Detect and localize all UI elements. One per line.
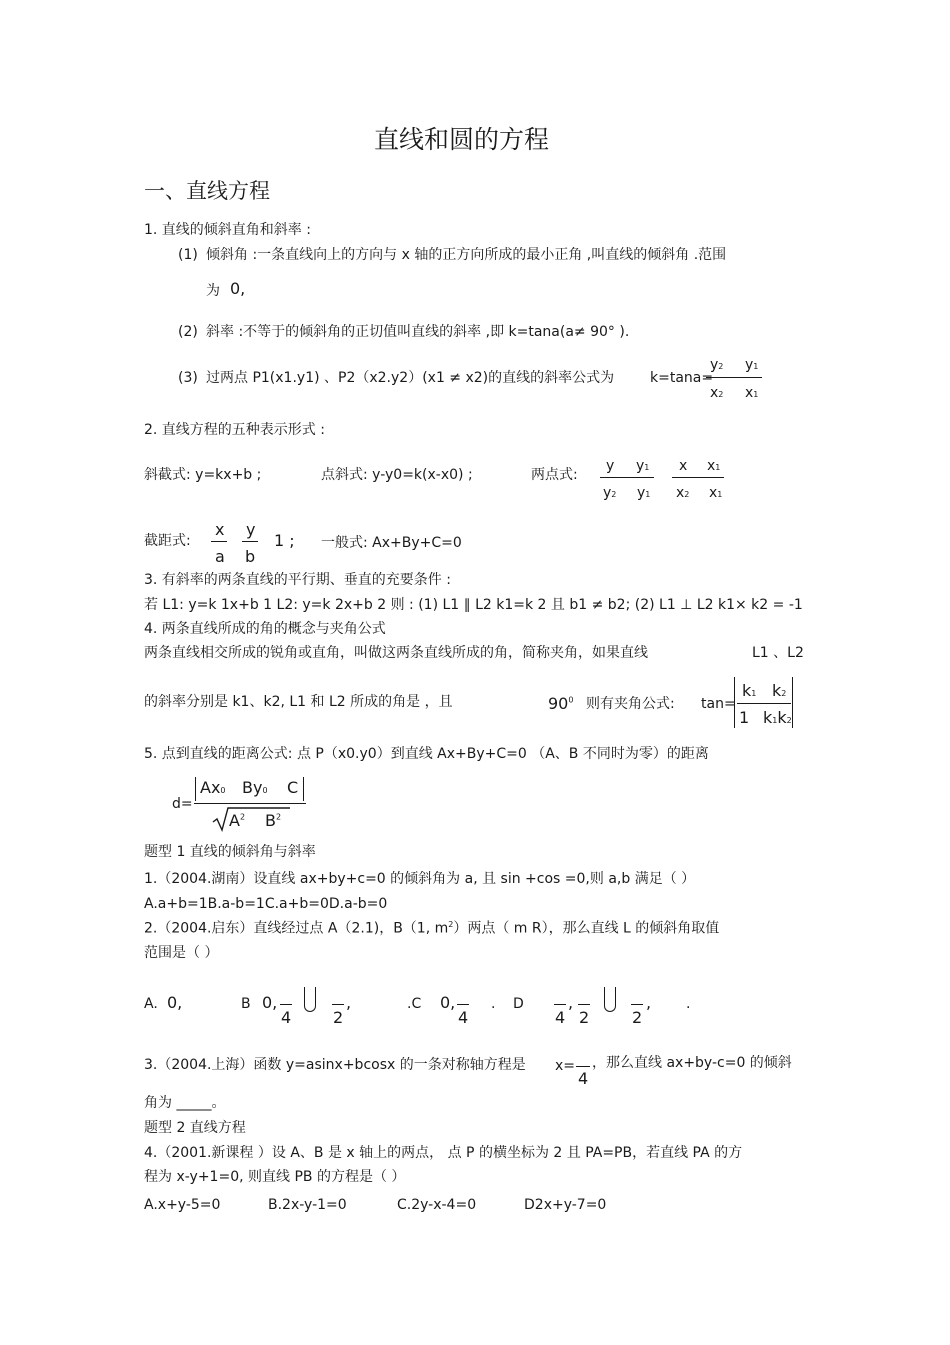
q3: 3.（2004.上海）函数 y=asinx+bcosx 的一条对称轴方程是 bbox=[144, 1057, 526, 1073]
q4-cont: 程为 x-y+1=0, 则直线 PB 的方程是（ ） bbox=[144, 1169, 406, 1185]
option-d-comma1: , bbox=[568, 993, 574, 1012]
option-d-denom3: 2 bbox=[632, 1008, 643, 1027]
fraction-bar bbox=[457, 1004, 469, 1005]
option-c-end: . bbox=[491, 996, 496, 1012]
option-d-denom1: 4 bbox=[555, 1008, 566, 1027]
two-point-label: 两点式: bbox=[531, 467, 578, 483]
ic-y: y bbox=[246, 520, 256, 539]
tp-x2: x2 bbox=[676, 485, 690, 501]
angle-90: $90^0$ bbox=[548, 694, 574, 713]
option-a-value: 0, bbox=[167, 993, 183, 1012]
fraction-bar bbox=[631, 1004, 643, 1005]
intercept-label: 截距式: bbox=[144, 533, 191, 549]
slope-den-a: x2 bbox=[710, 385, 724, 401]
af-k1: k1 bbox=[742, 681, 757, 700]
tp-y: y bbox=[606, 458, 615, 474]
q4-option-d: D2x+y-7=0 bbox=[524, 1197, 607, 1213]
tp-x: x bbox=[679, 458, 688, 474]
q4-option-c: C.2y-x-4=0 bbox=[397, 1197, 477, 1213]
q4-option-a: A.x+y-5=0 bbox=[144, 1197, 221, 1213]
fraction-bar bbox=[242, 541, 258, 542]
t2-heading: 题型 2 直线方程 bbox=[144, 1120, 246, 1136]
abs-bar-right bbox=[303, 777, 304, 801]
fraction-bar bbox=[332, 1004, 344, 1005]
section-heading: 一、直线方程 bbox=[144, 179, 270, 203]
q3-x: x= bbox=[555, 1058, 576, 1074]
fraction-bar bbox=[578, 1004, 590, 1005]
q3-b: ，那么直线 ax+by-c=0 的倾斜 bbox=[592, 1055, 792, 1071]
abs-bar-right bbox=[792, 677, 793, 728]
fraction-bar bbox=[672, 477, 724, 478]
p1-heading: 1. 直线的倾斜直角和斜率 : bbox=[144, 222, 311, 238]
df-by: By0 bbox=[242, 778, 268, 797]
tp-y1b: y1 bbox=[637, 485, 651, 501]
fraction-bar bbox=[211, 541, 227, 542]
option-c-denom: 4 bbox=[458, 1008, 469, 1027]
q2-cont: 范围是（ ） bbox=[144, 945, 219, 961]
q4: 4.（2001.新课程 ）设 A、B 是 x 轴上的两点， 点 P 的横坐标为 2 且 PA=PB，若直线 PA 的方 bbox=[144, 1145, 743, 1161]
ic-a: a bbox=[215, 547, 225, 566]
fraction-bar bbox=[194, 803, 306, 804]
option-d-label: D bbox=[513, 996, 524, 1012]
distance-lhs: d= bbox=[172, 796, 193, 812]
ic-x: x bbox=[215, 520, 225, 539]
p1-i2-label: (2) bbox=[178, 324, 198, 340]
q2: 2.（2004.启东）直线经过点 A（2.1)，B（1, $m^2$）两点（ m R），那么直线 L 的倾斜角取值 bbox=[144, 920, 720, 937]
p3-line: 若 L1: y=k 1x+b 1 L2: y=k 2x+b 2 则 : (1) L1 ∥ L2 k1=k 2 且 b1 ≠ b2; (2) L1 ⊥ L2 k1× k2 = -1 bbox=[144, 597, 803, 613]
q3-cont: 角为 _____。 bbox=[144, 1095, 226, 1111]
q3-denom: 4 bbox=[578, 1069, 589, 1088]
option-c-label: .C bbox=[407, 996, 422, 1012]
option-b-value: 0, bbox=[262, 993, 278, 1012]
option-c-value: 0, bbox=[440, 993, 456, 1012]
ic-eq: 1 ; bbox=[274, 531, 295, 550]
p4-line1: 两条直线相交所成的锐角或直角，叫做这两条直线所成的角，简称夹角，如果直线 bbox=[144, 645, 648, 661]
slope-intercept-form: 斜截式: y=kx+b ; bbox=[144, 467, 262, 483]
general-form: 一般式: Ax+By+C=0 bbox=[321, 535, 462, 551]
af-k1b: k1k2 bbox=[763, 708, 792, 727]
p4-line2: 的斜率分别是 k1、k2, L1 和 L2 所成的角是 ，且 bbox=[144, 694, 453, 710]
slope-lhs: k=tana= bbox=[650, 370, 714, 386]
fraction-bar bbox=[737, 703, 791, 704]
tp-x1b: x1 bbox=[709, 485, 723, 501]
af-k2: k2 bbox=[772, 681, 787, 700]
q1: 1.（2004.湖南）设直线 ax+by+c=0 的倾斜角为 a, 且 sin +cos =0,则 a,b 满足（ ） bbox=[144, 871, 696, 887]
ic-b: b bbox=[245, 547, 256, 566]
union-icon bbox=[604, 987, 616, 1012]
p5-heading: 5. 点到直线的距离公式: 点 P（x0.y0）到直线 Ax+By+C=0 （A、B 不同时为零）的距离 bbox=[144, 746, 709, 762]
fraction-bar bbox=[600, 477, 654, 478]
p3-heading: 3. 有斜率的两条直线的平行期、垂直的充要条件 : bbox=[144, 572, 451, 588]
option-b-denom2: 2 bbox=[333, 1008, 344, 1027]
option-b-label: B bbox=[241, 996, 251, 1012]
p1-range: 0, bbox=[230, 279, 246, 298]
tan-lhs: tan= bbox=[701, 696, 736, 712]
p1-i1-cont: 为 bbox=[206, 283, 220, 299]
option-a-label: A. bbox=[144, 996, 158, 1012]
abs-bar-left bbox=[734, 677, 735, 728]
slope-num-b: y1 bbox=[745, 357, 759, 373]
union-icon bbox=[304, 987, 316, 1012]
page-title: 直线和圆的方程 bbox=[374, 125, 550, 154]
option-d-comma2: , bbox=[646, 993, 652, 1012]
p1-i1-text: 倾斜角 :一条直线向上的方向与 x 轴的正方向所成的最小正角 ,叫直线的倾斜角 .范围 bbox=[206, 247, 727, 263]
slope-num-a: y2 bbox=[710, 357, 724, 373]
tp-y2: y2 bbox=[603, 485, 617, 501]
point-slope-form: 点斜式: y-y0=k(x-x0) ; bbox=[321, 467, 473, 483]
p4-heading: 4. 两条直线所成的角的概念与夹角公式 bbox=[144, 621, 386, 637]
option-b-end: , bbox=[346, 993, 352, 1012]
p2-heading: 2. 直线方程的五种表示形式 : bbox=[144, 422, 325, 438]
slope-den-b: x1 bbox=[745, 385, 759, 401]
option-d-end: . bbox=[686, 996, 691, 1012]
p1-i2-text: 斜率 :不等于的倾斜角的正切值叫直线的斜率 ,即 k=tana(a≠ 90° ). bbox=[206, 324, 630, 340]
abs-bar-left bbox=[195, 777, 196, 801]
p4-line2-b: 则有夹角公式: bbox=[586, 696, 675, 712]
p1-i3-label: (3) bbox=[178, 370, 198, 386]
q1-options: A.a+b=1B.a-b=1C.a+b=0D.a-b=0 bbox=[144, 896, 388, 912]
option-b-denom: 4 bbox=[281, 1008, 292, 1027]
fraction-bar bbox=[280, 1004, 292, 1005]
tp-x1: x1 bbox=[707, 458, 721, 474]
p4-line1-end: L1 、L2 bbox=[752, 645, 804, 661]
option-d-denom2: 2 bbox=[579, 1008, 590, 1027]
fraction-bar bbox=[706, 377, 762, 378]
tp-y1: y1 bbox=[636, 458, 650, 474]
af-one: 1 bbox=[739, 708, 750, 727]
t1-heading: 题型 1 直线的倾斜角与斜率 bbox=[144, 844, 316, 860]
fraction-bar bbox=[554, 1004, 566, 1005]
df-a2: $A^2$ bbox=[229, 811, 246, 830]
q4-option-b: B.2x-y-1=0 bbox=[268, 1197, 347, 1213]
p1-i1-label: (1) bbox=[178, 247, 198, 263]
df-c: C bbox=[287, 778, 299, 797]
p1-i3-text: 过两点 P1(x1.y1) 、P2（x2.y2）(x1 ≠ x2)的直线的斜率公式为 bbox=[206, 370, 615, 386]
df-ax: Ax0 bbox=[200, 778, 226, 797]
fraction-bar bbox=[576, 1066, 590, 1067]
df-b2: $B^2$ bbox=[265, 811, 282, 830]
